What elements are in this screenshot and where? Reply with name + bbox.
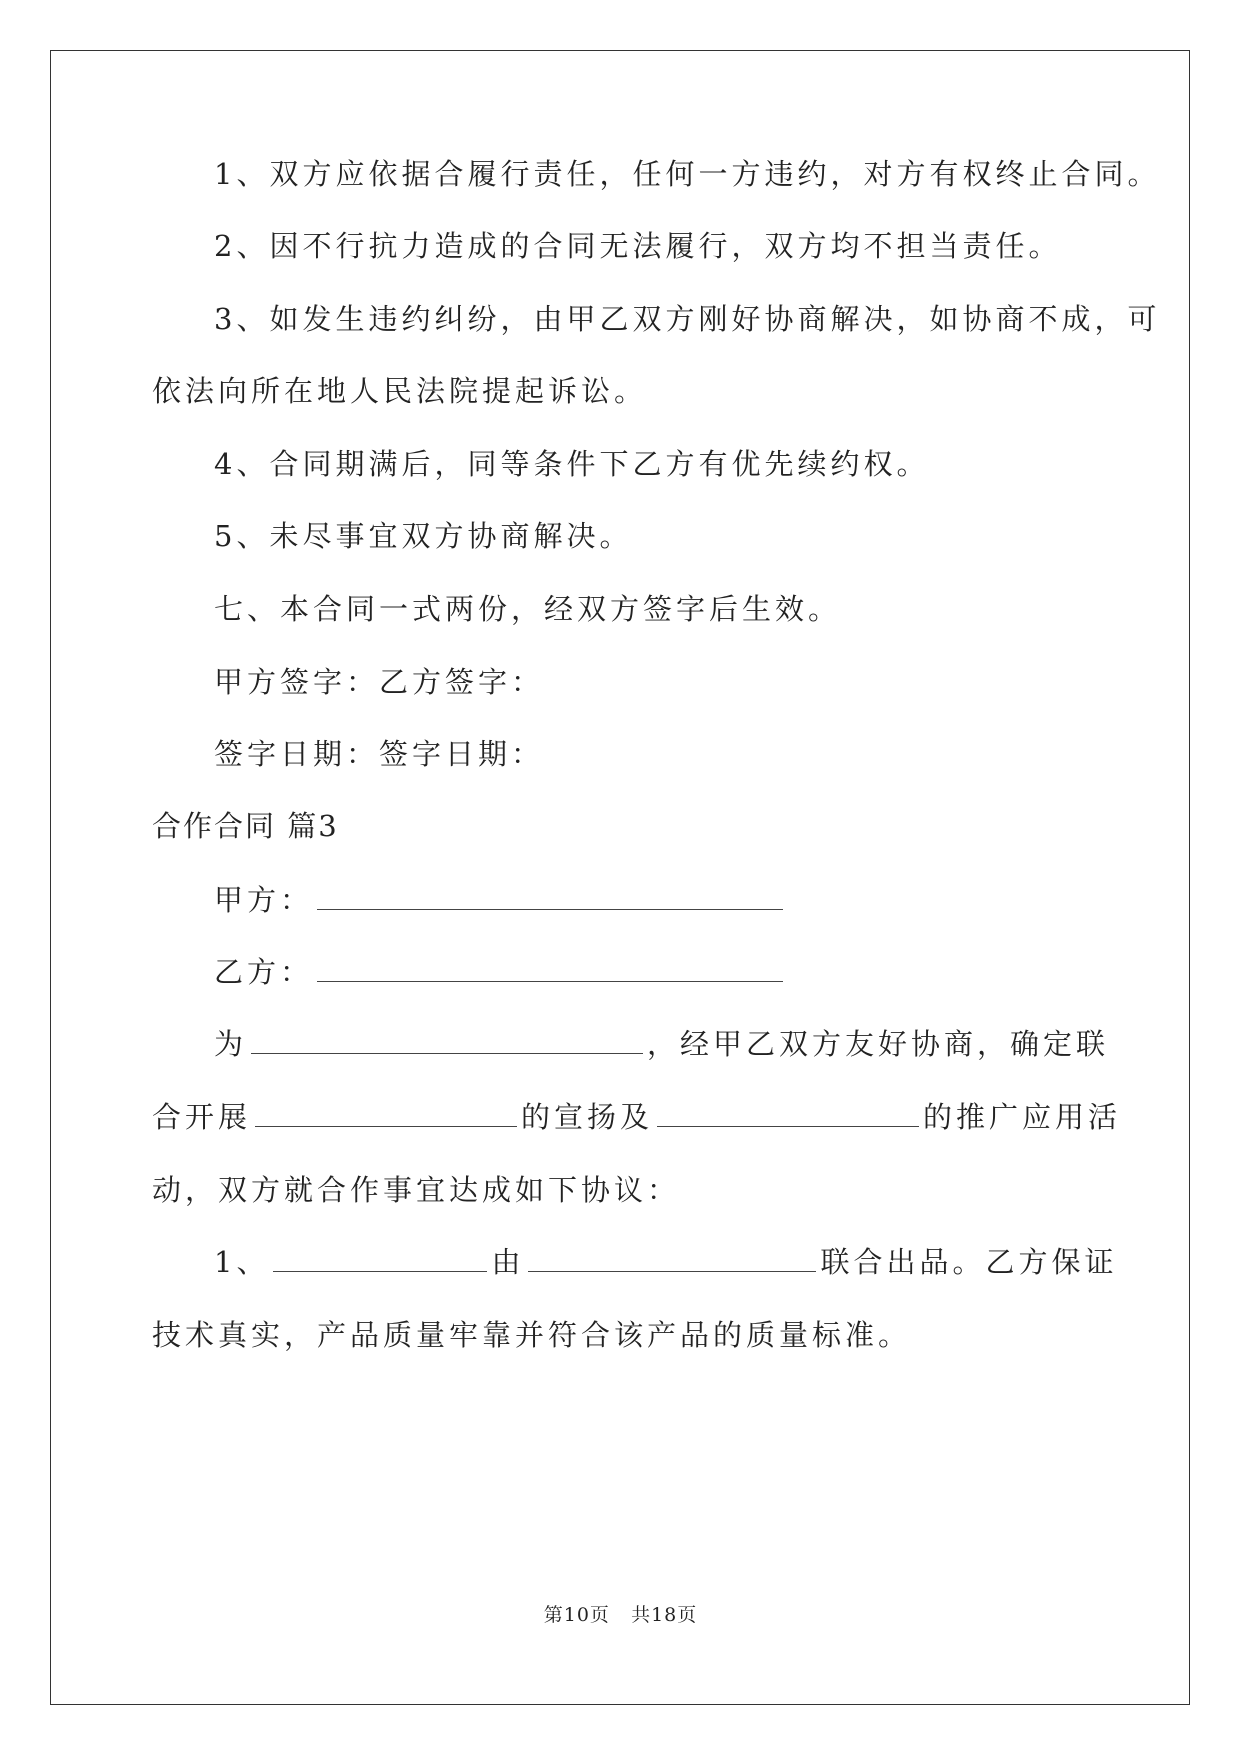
item-1-continued: 技术真实，产品质量牢靠并符合该产品的质量标准。 bbox=[152, 1318, 912, 1352]
item-1-middle: 由 bbox=[491, 1245, 525, 1279]
joint-middle: 的宣扬及 bbox=[521, 1100, 654, 1134]
joint-prefix: 合开展 bbox=[152, 1100, 252, 1134]
joint-blank-1 bbox=[255, 1098, 517, 1127]
party-a-label: 甲方： bbox=[214, 883, 314, 917]
purpose-blank bbox=[251, 1025, 643, 1054]
clause-3-continued: 依法向所在地人民法院提起诉讼。 bbox=[152, 374, 648, 408]
agreement-line: 动，双方就合作事宜达成如下协议： bbox=[152, 1173, 681, 1207]
party-b-label: 乙方： bbox=[214, 955, 314, 989]
party-a-line bbox=[214, 880, 787, 920]
clause-2: 2、因不行抗力造成的合同无法履行，双方均不担当责任。 bbox=[214, 229, 1062, 263]
joint-blank-2 bbox=[657, 1098, 919, 1127]
joint-suffix: 的推广应用活 bbox=[923, 1100, 1122, 1134]
page-footer bbox=[0, 1600, 1241, 1627]
party-b-line bbox=[214, 952, 787, 992]
clause-1: 1、双方应依据合履行责任，任何一方违约，对方有权终止合同。 bbox=[214, 157, 1161, 191]
joint-line bbox=[152, 1097, 1121, 1137]
item-1-line bbox=[214, 1242, 1117, 1282]
purpose-line bbox=[214, 1024, 1109, 1064]
section-title: 合作合同 篇3 bbox=[152, 809, 339, 843]
item-1-blank-1 bbox=[273, 1243, 487, 1272]
clause-seven: 七、本合同一式两份，经双方签字后生效。 bbox=[214, 592, 842, 626]
item-1-blank-2 bbox=[528, 1243, 816, 1272]
item-1-suffix: 联合出品。乙方保证 bbox=[820, 1245, 1118, 1279]
purpose-suffix: ，经甲乙双方友好协商，确定联 bbox=[647, 1027, 1110, 1061]
party-b-blank bbox=[317, 953, 783, 982]
clause-5: 5、未尽事宜双方协商解决。 bbox=[214, 519, 633, 553]
clause-3: 3、如发生违约纠纷，由甲乙双方刚好协商解决，如协商不成，可 bbox=[214, 302, 1161, 336]
page-number: 第10页 bbox=[543, 1604, 610, 1626]
purpose-prefix: 为 bbox=[214, 1027, 248, 1061]
signature-date-line: 签字日期：签字日期： bbox=[214, 737, 545, 771]
item-1-prefix: 1、 bbox=[214, 1245, 270, 1279]
clause-4: 4、合同期满后，同等条件下乙方有优先续约权。 bbox=[214, 447, 930, 481]
page-total: 共18页 bbox=[631, 1604, 698, 1626]
signature-line: 甲方签字：乙方签字： bbox=[214, 665, 545, 699]
party-a-blank bbox=[317, 881, 783, 910]
